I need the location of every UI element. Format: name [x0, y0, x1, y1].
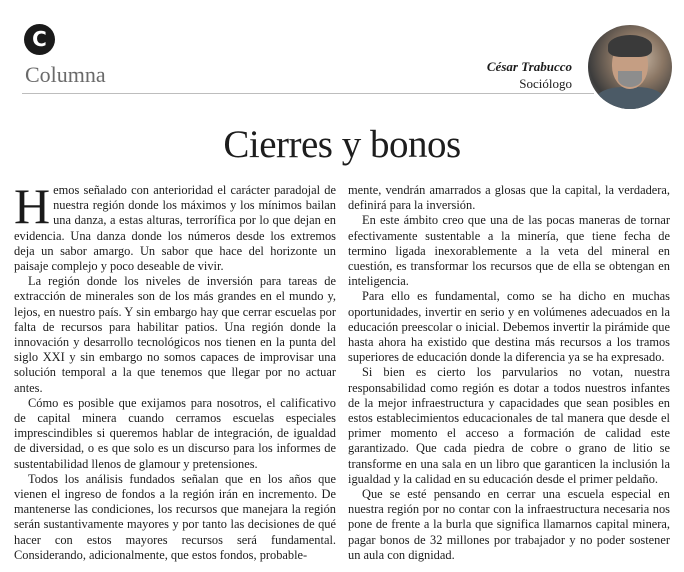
- paragraph: [14, 178, 336, 274]
- column-badge: C: [24, 24, 55, 55]
- drop-cap: H: [14, 178, 51, 234]
- author-photo-shirt: [596, 87, 664, 109]
- paragraph: Cómo es posible que exijamos para nosotros, el calificativo de capital minera cuando cerramos escuelas especiales imprescindibles si queremos hablar de integración, de igualdad de diversidad, o es que solo es un discurso para los informes de sustentabilidad llenos de glamour y pretensiones.: [14, 395, 336, 471]
- paragraph-text: emos señalado con anterioridad el carácter paradojal de nuestra región donde los máximos y los mínimos bailan una danza, a estas alturas, terrorífica por lo que dejan en evidencia. Una danza donde los números desde los extremos deja un sabor amargo. Un sabor que hace del horizonte un paisaje complejo y poco deseable de vivir.: [14, 183, 336, 274]
- paragraph: Que se esté pensando en cerrar una escuela especial en nuestra región por no contar con la infraestructura necesaria nos pone de frente a la burla que significa llamarnos capital minera, pagar bonos de 32 millones por trabajador y no poder sostener un aula con dignidad.: [348, 487, 670, 562]
- paragraph: Todos los análisis fundados señalan que en los años que vienen el ingreso de fondos a la región irán en incremento. De mantenerse las condiciones, los recursos que manejara la región serán sustantivamente mayores y por tanto las decisiones de qué hacer con estos mayores recursos será fundamental. Considerando, adicionalmente, que estos fondos, probable-: [14, 471, 336, 562]
- article-column-right: [348, 183, 670, 568]
- author-name: César Trabucco: [486, 59, 572, 74]
- paragraph: La región donde los niveles de inversión para tareas de extracción de minerales son de los más grandes en el mundo y, lejos, en nuestro país. Y sin embargo hay que cerrar escuelas por falta de recursos para habilitar patios. Una región donde la innovación y desarrollo tecnológicos nos tienen en la punta del siglo XXI y sin embargo no somos capaces de improvisar una solución temporal a la que tenemos que llegar por no actuar antes.: [14, 274, 336, 395]
- author-role: Sociólogo: [519, 76, 572, 91]
- author-photo: [588, 25, 672, 109]
- paragraph: Para ello es fundamental, como se ha dicho en muchas oportunidades, invertir en serio y en volúmenes adecuados en la educación preescolar o inicial. Debemos invertir la pirámide que hasta ahora ha existido que destina más recursos a los tramos superiores de educación donde la diferencia ya se ha expresado.: [348, 289, 670, 365]
- article-title: Cierres y bonos: [223, 123, 461, 166]
- author-photo-hair: [608, 35, 652, 57]
- paragraph: mente, vendrán amarrados a glosas que la capital, la verdadera, definirá para la inversión.: [348, 183, 670, 213]
- paragraph: En este ámbito creo que una de las pocas maneras de tornar efectivamente sustentable a la minería, que tiene fecha de termino ligada inexorablemente a la veta del mineral en cuestión, es transformar los recursos que de ella se obtengan en inteligencia.: [348, 213, 670, 289]
- section-label: Columna: [25, 62, 106, 87]
- header-divider: [22, 93, 594, 94]
- author-byline: [487, 58, 572, 92]
- paragraph: Si bien es cierto los parvularios no votan, nuestra responsabilidad como región es dotar a todos nuestros infantes de la mejor infraestructura y capacidades que sean posibles en estos establecimientos educacionales de tal manera que desde el primer momento el acceso a formación de calidad este garantizado. Que cada piedra de cobre o grano de litio se transforme en una sala en un libro que garanticen la inclusión la igualdad y la calidad en su educación desde el primer peldaño.: [348, 365, 670, 486]
- article-column-left: [14, 178, 336, 568]
- article-body: [14, 178, 670, 568]
- author-photo-beard: [618, 71, 642, 87]
